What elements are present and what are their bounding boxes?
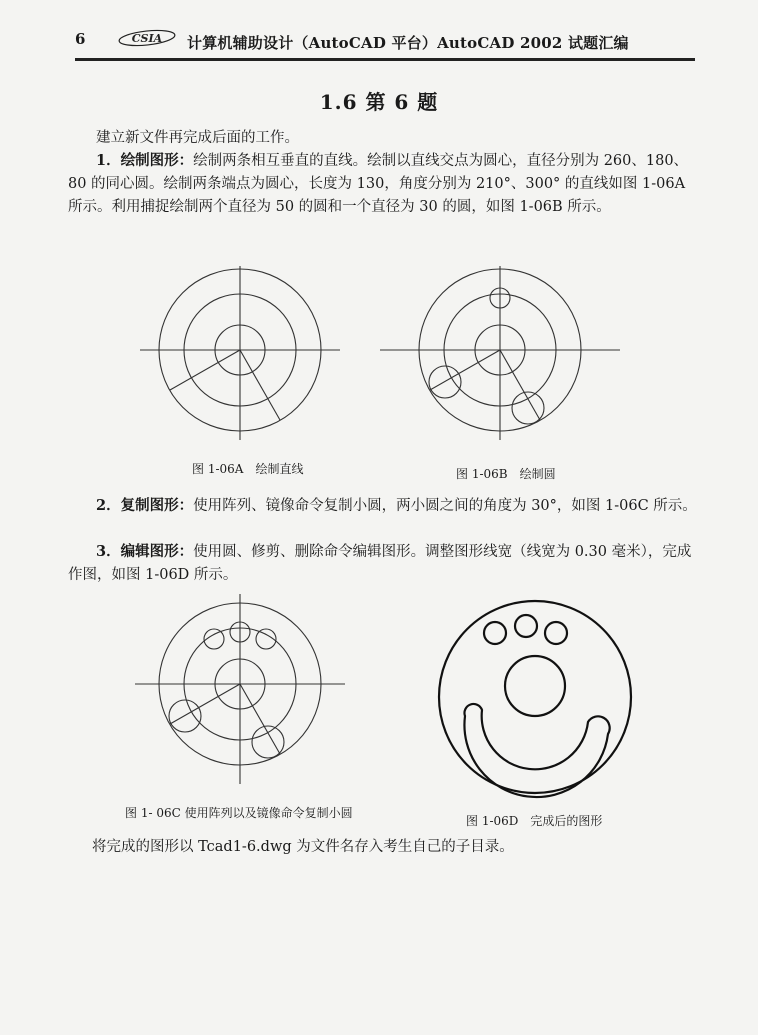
outer-circle: [439, 601, 631, 793]
step2-lead: 2．复制图形：: [96, 497, 194, 514]
figure-a-caption: 图 1-06A 绘制直线: [192, 462, 304, 476]
step2-paragraph: [68, 494, 698, 518]
final-paragraph: 将完成的图形以 Tcad1-6.dwg 为文件名存入考生自己的子目录。: [92, 839, 514, 855]
figure-b-caption: 图 1-06B 绘制圆: [456, 467, 556, 481]
small-circle-left: [484, 622, 506, 644]
center-circle: [505, 656, 565, 716]
intro-paragraph: 建立新文件再完成后面的工作。: [96, 130, 299, 146]
header-title: 计算机辅助设计（AutoCAD 平台）AutoCAD 2002 试题汇编: [187, 34, 629, 52]
small-circle-right: [545, 622, 567, 644]
header-rule: [75, 58, 695, 61]
step1-body: 绘制两条相互垂直的直线。绘制以直线交点为圆心，直径分别为 260、180、80 的同心圆。绘制两条端点为圆心，长度为 130，角度分别为 210°、300° 的直线如图 1-06A 所示。利用捕捉绘制两个直径为 50 的圆和一个直径为 30 的圆，如图 1-06B 所示。: [68, 153, 689, 215]
figure-1-06c: [135, 592, 345, 792]
small-circle-d50-right: [512, 392, 544, 424]
section-title: 1.6 第 6 题: [319, 90, 439, 114]
line-210deg: [170, 350, 240, 390]
step3-lead: 3．编辑图形：: [96, 543, 194, 560]
line-300deg: [500, 350, 540, 420]
line-300deg: [240, 350, 280, 420]
step2-body: 使用阵列、镜像命令复制小圆，两小圆之间的角度为 30°，如图 1-06C 所示。: [193, 498, 697, 514]
small-circle-d50-right: [252, 726, 284, 758]
logo-text: CSIA: [131, 32, 163, 45]
small-circle-middle: [515, 615, 537, 637]
step1-lead: 1．绘制图形：: [96, 152, 194, 169]
page-header: [75, 28, 695, 64]
line-210deg: [430, 350, 500, 390]
step1-paragraph: [68, 149, 698, 219]
figure-1-06b: [380, 258, 620, 458]
line-300deg: [240, 684, 280, 754]
figure-1-06a: [140, 258, 340, 458]
page-number: 6: [75, 30, 86, 48]
step3-body: 使用圆、修剪、删除命令编辑图形。调整图形线宽（线宽为 0.30 毫米），完成作图，如图 1-06D 所示。: [68, 544, 692, 583]
figure-1-06d: [430, 592, 640, 802]
step3-paragraph: [68, 540, 698, 587]
line-210deg: [170, 684, 240, 724]
figure-c-caption: 图 1- 06C 使用阵列以及镜像命令复制小圆: [125, 806, 353, 820]
csia-logo: [115, 28, 179, 48]
crescent-slot: [464, 704, 609, 797]
figure-d-caption: 图 1-06D 完成后的图形: [466, 814, 603, 828]
